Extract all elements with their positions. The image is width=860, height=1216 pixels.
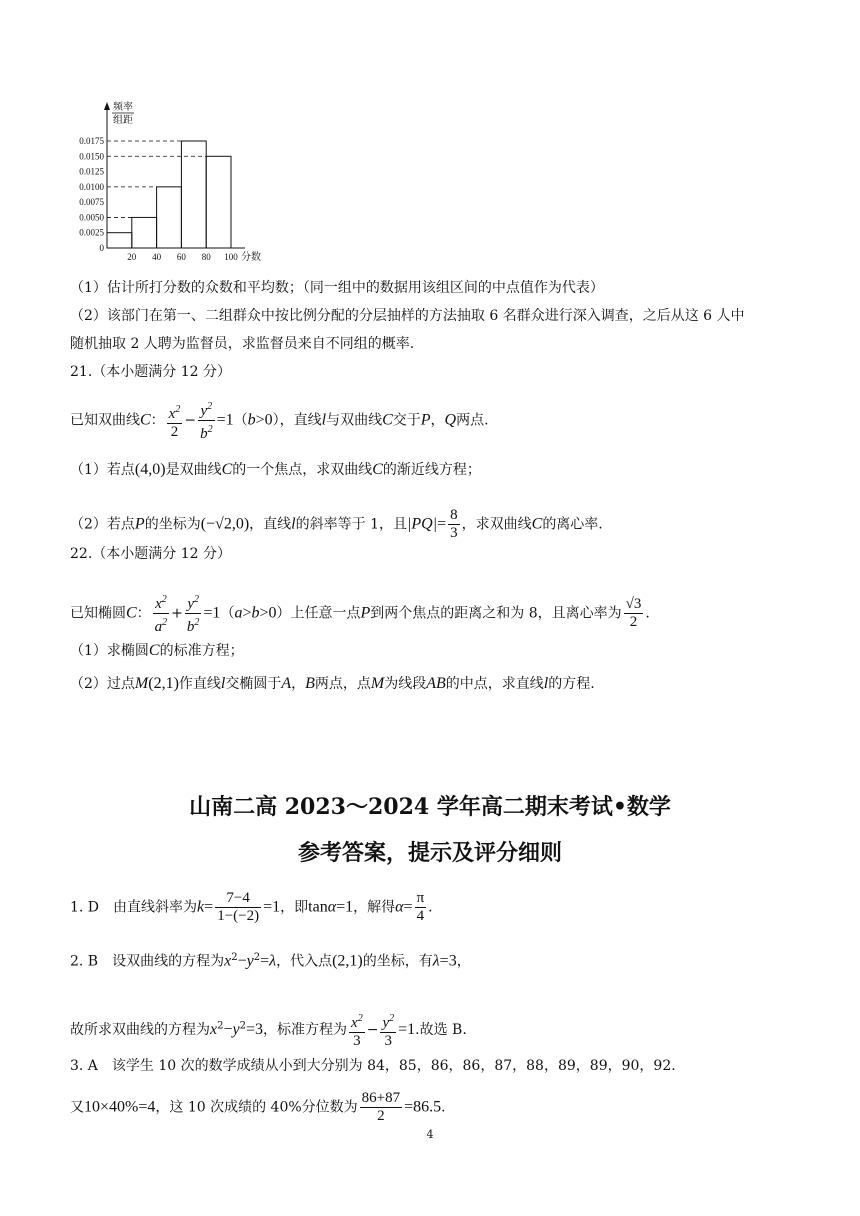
q22-part1: （1）求椭圆C的标准方程； xyxy=(70,642,244,659)
histogram-bar-4 xyxy=(181,141,206,248)
x-axis-label: 分数 xyxy=(241,252,261,263)
page-number: 4 xyxy=(426,1128,434,1141)
q22-stem: 已知椭圆C： $\frac{x^2}{a^2}$ + $\frac{y^2}{b^2}$ =1（a>b>0）上任意一点P到两个焦点的距离之和为 8，且离心率为 $\frac{√3}{2}$ . xyxy=(70,591,650,636)
histogram xyxy=(65,98,365,268)
y-tick-label: 0.0075 xyxy=(79,197,104,208)
answer-3-cont: 又10×40%=4，这 10 次成绩的 40%分位数为 $\frac{86+87}{2}$ =86.5. xyxy=(70,1090,446,1124)
histogram-bar-5 xyxy=(206,156,231,248)
y-tick-label: 0.0025 xyxy=(79,227,104,238)
q22-heading: 22.（本小题满分 12 分） xyxy=(70,546,231,562)
q20-part2-line2: 随机抽取 2 人聘为监督员，求监督员来自不同组的概率. xyxy=(70,336,415,352)
y-tick-label: 0.0125 xyxy=(79,166,104,177)
q21-stem: 已知双曲线C： $\frac{x^2}{2}$ − $\frac{y^2}{b^2}$ =1（b>0），直线l与双曲线C交于P，Q两点. xyxy=(70,398,489,443)
y-tick-label: 0.0050 xyxy=(79,212,104,223)
answers-subtitle: 参考答案，提示及评分细则 xyxy=(297,840,562,866)
y-axis-label-top: 频率 xyxy=(113,102,133,113)
y-tick-label: 0.0175 xyxy=(79,136,104,146)
histogram-bar-2 xyxy=(132,217,157,248)
q21-part1: （1）若点(4,0)是双曲线C的一个焦点，求双曲线C的渐近线方程； xyxy=(70,461,481,478)
histogram-bar-1 xyxy=(107,233,132,248)
answer-2-cont: 故所求双曲线的方程为$x^2-y^2=3$，标准方程为 $\frac{x^2}{3}$ − $\frac{y^2}{3}$ =1.故选 B. xyxy=(70,1010,467,1050)
y-tick-label: 0 xyxy=(99,243,104,253)
x-tick-label: 40 xyxy=(152,252,162,262)
q21-heading: 21.（本小题满分 12 分） xyxy=(70,364,231,380)
answers-title: 山南二高 2023～2024 学年高二期末考试•数学 xyxy=(189,794,671,820)
answer-1: 1. D 由直线斜率为k= $\frac{7-4}{1-(-2)}$ =1，即tanα=1，解得α= $\frac{\pi}{4}$ . xyxy=(70,890,433,924)
x-tick-label: 20 xyxy=(127,252,137,262)
histogram-bar-3 xyxy=(157,187,182,248)
y-tick-label: 0.0150 xyxy=(79,151,104,162)
x-tick-label: 100 xyxy=(224,252,238,262)
answer-3: 3. A 该学生 10 次的数学成绩从小到大分别为 84，85，86，86，87，88，89，89，90，92. xyxy=(70,1058,676,1074)
x-tick-label: 60 xyxy=(176,252,186,262)
answer-2: 2. B 设双曲线的方程为$x^2-y^2=\lambda$，代入点(2,1)的坐标，有λ=3， xyxy=(70,952,471,970)
q20-part2-line1: （2）该部门在第一、二组群众中按比例分配的分层抽样的方法抽取 6 名群众进行深入调查，之后从这 6 人中 xyxy=(70,308,745,324)
y-axis-arrow xyxy=(104,102,110,110)
q21-part2: （2）若点P的坐标为(−√2,0)，直线l的斜率等于 1，且|PQ|= $\frac{8}{3}$ ，求双曲线C的离心率. xyxy=(70,507,603,541)
y-axis-label-bottom: 组距 xyxy=(113,115,133,126)
x-tick-label: 80 xyxy=(201,252,211,262)
q22-part2: （2）过点M(2,1)作直线l交椭圆于A，B两点，点M为线段AB的中点，求直线l的方程. xyxy=(70,675,595,692)
q20-part1: （1）估计所打分数的众数和平均数；（同一组中的数据用该组区间的中点值作为代表） xyxy=(70,280,604,296)
y-tick-label: 0.0100 xyxy=(79,181,104,192)
